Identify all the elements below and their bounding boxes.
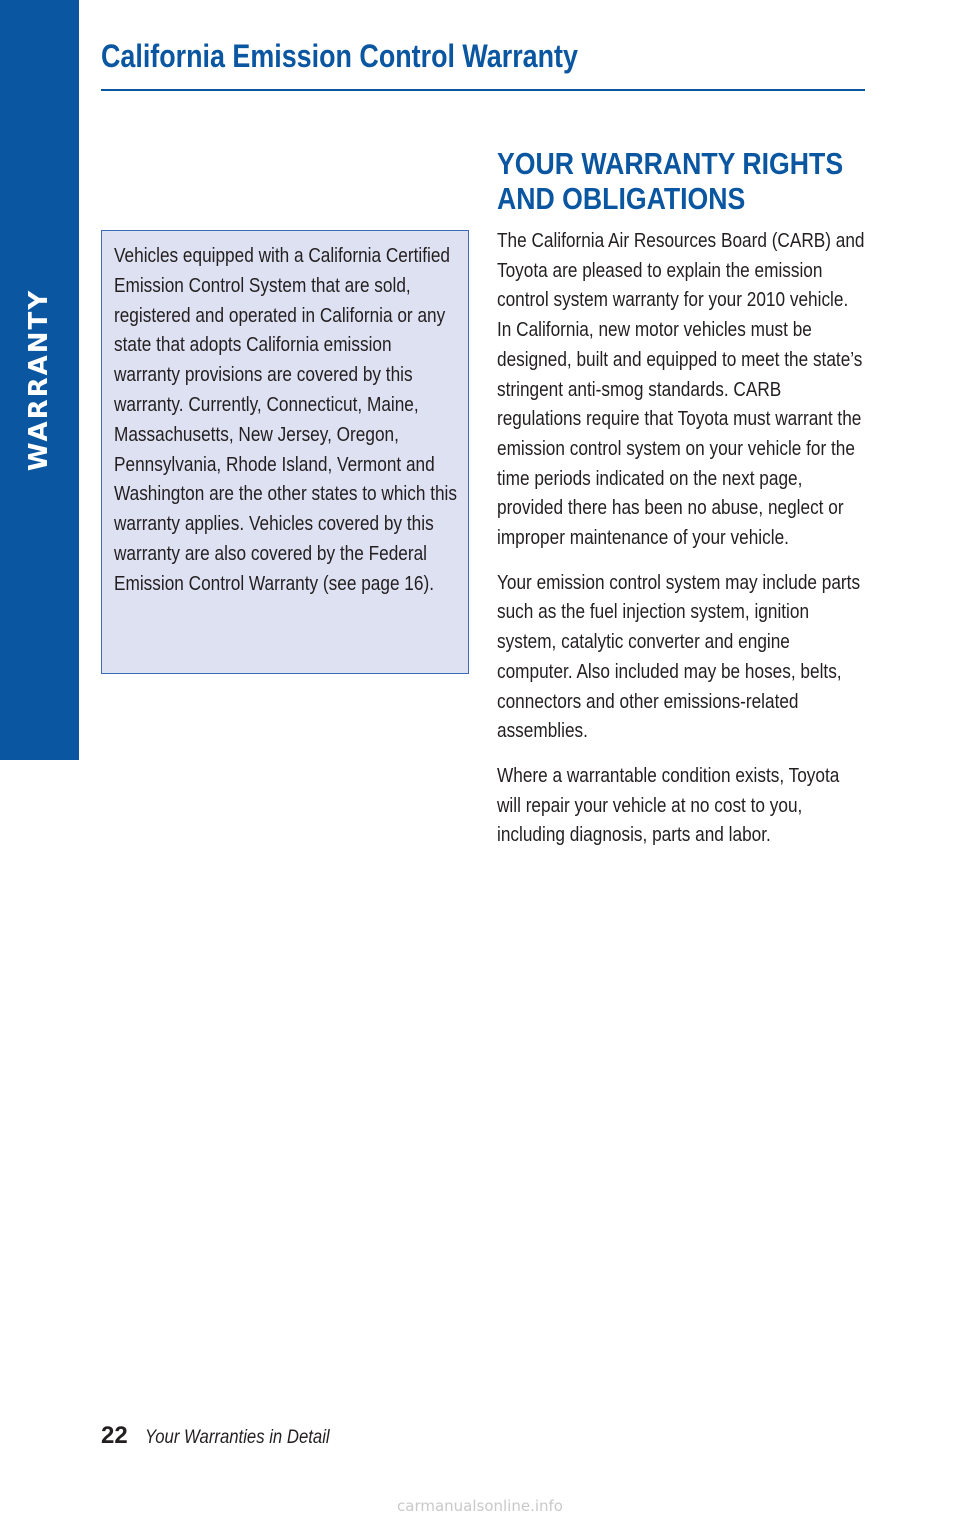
section-heading-line-1: YOUR WARRANTY RIGHTS xyxy=(497,146,844,181)
section-heading-line-2: AND OBLIGATIONS xyxy=(497,181,746,216)
footer-caption: Your Warranties in Detail xyxy=(145,1427,330,1448)
body-paragraph-1: The California Air Resources Board (CARB) and Toyota are pleased to explain the emission control system warranty for your 2010 vehicle. In California, new motor vehicles must be designed, built and equipped to meet the state’s stringent anti-smog standards. CARB regulations require that Toyota must warrant the emission control system on your vehicle for the time periods indicated on the next page, provided there has been no abuse, neglect or improper maintenance of your vehicle. xyxy=(497,229,865,550)
section-heading xyxy=(497,146,875,216)
body-column xyxy=(497,226,867,865)
watermark-text: carmanualsonline.info xyxy=(397,1497,563,1515)
info-box-text: Vehicles equipped with a California Certified Emission Control System that are sold, registered and operated in California or any state that adopts California emission warranty provisions are covered by this warranty. Currently, Connecticut, Maine, Massachusetts, New Jersey, Oregon, Pennsylvania, Rhode Island, Vermont and Washington are the other states to which this warranty applies. Vehicles covered by this warranty are also covered by the Federal Emission Control Warranty (see page 16). xyxy=(114,244,457,595)
info-box xyxy=(101,230,469,674)
body-paragraph-2: Your emission control system may include parts such as the fuel injection system, ignition system, catalytic converter and engine computer. Also included may be hoses, belts, connectors and other emissions-related assemblies. xyxy=(497,570,861,743)
section-side-tab xyxy=(0,0,79,760)
page-number: 22 xyxy=(101,1422,128,1449)
side-tab-label: WARRANTY xyxy=(24,288,54,472)
page-title: California Emission Control Warranty xyxy=(101,38,578,74)
body-paragraph-3: Where a warrantable condition exists, Toyota will repair your vehicle at no cost to you, including diagnosis, parts and labor. xyxy=(497,763,840,847)
title-divider xyxy=(101,89,865,91)
